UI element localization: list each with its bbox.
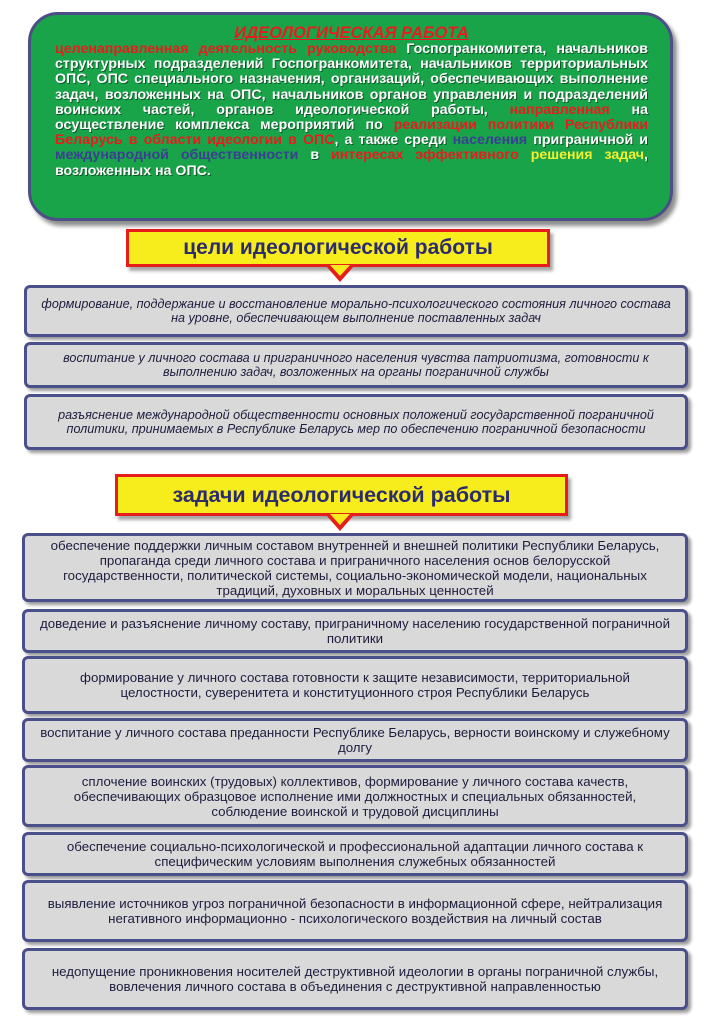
task-text: обеспечение социально-психологической и профессиональной адаптации личного состава к специфическим условиям выполнения служебных обязанностей	[66, 839, 644, 869]
definition-part: в	[298, 147, 331, 164]
task-item	[22, 880, 688, 942]
goal-item	[24, 394, 688, 450]
task-text: обеспечение поддержки личным составом внутренней и внешней политики Республики Беларусь, пропаганда среди личного состава и приграничного населения основ белорусской государственности, политической системы, социально-экономической модели, национальных традиций, духовных и моральных ценностей	[50, 537, 660, 598]
definition-part: на осуществление комплекса мероприятий по	[55, 101, 648, 134]
definition-part: международной общественности	[55, 147, 299, 164]
task-text: формирование у личного состава готовности к защите независимости, территориальной целостности, суверенитета и конституционного строя Республики Беларусь	[80, 670, 630, 700]
definition-box	[28, 12, 673, 221]
tasks-arrow-fill	[330, 514, 350, 525]
goals-arrow-fill	[330, 265, 350, 276]
definition-part: интересах эффективного	[331, 147, 531, 164]
task-text: сплочение воинских (трудовых) коллективов, формирование у личного состава качеств, обеспечивающих образцовое исполнение ими должностных и специальных обязанностей, соблюдение воинской и трудовой дисциплины	[73, 773, 637, 819]
definition-part: , а также среди	[334, 132, 453, 149]
definition-text	[55, 42, 648, 179]
definition-part: направленная	[509, 101, 610, 118]
definition-part: , возложенных на ОПС.	[55, 147, 648, 179]
task-text: недопущение проникновения носителей деструктивной идеологии в органы пограничной службы, вовлечения личного состава в объединения с деструктивной направленностью	[51, 964, 659, 994]
goal-item	[24, 342, 688, 388]
task-item	[22, 609, 688, 653]
task-item	[22, 533, 688, 602]
goals-banner	[126, 229, 550, 267]
task-item	[22, 948, 688, 1010]
goal-text: воспитание у личного состава и приграничного населения чувства патриотизма, готовности к выполнению задач, возложенных на органы пограничной службы	[63, 351, 649, 379]
task-text: выявление источников угроз пограничной безопасности в информационной сфере, нейтрализация негативного информационно - психологического воздействия на личный состав	[47, 896, 663, 926]
tasks-banner-title: задачи идеологической работы	[172, 483, 511, 507]
goals-banner-title: цели идеологической работы	[183, 236, 493, 259]
task-text: воспитание у личного состава преданности Республике Беларусь, верности воинскому и служебному долгу	[40, 725, 670, 755]
definition-part: реализации политики Республики Беларусь в области идеологии в ОПС	[55, 117, 648, 149]
tasks-banner	[115, 474, 568, 516]
definition-title: ИДЕОЛОГИЧЕСКАЯ РАБОТА	[234, 24, 469, 42]
definition-part: целенаправленная деятельность руководства	[55, 41, 407, 57]
task-item	[22, 765, 688, 827]
task-item	[22, 718, 688, 762]
goal-text: разъяснение международной общественности основных положений государственной пограничной политики, принимаемых в Республике Беларусь мер по обеспечению пограничной безопасности	[58, 408, 654, 436]
goal-item	[24, 285, 688, 337]
definition-part: Госпогранкомитета, начальников структурных подразделений Госпогранкомитета, начальников территориальных ОПС, ОПС специального назначения, организаций, обеспечивающих выполнение задач, возложенных на ОПС, начальников органов управления и подразделений воинских частей, органов идеологической работы,	[55, 41, 648, 118]
task-text: доведение и разъяснение личному составу, приграничному населению государственной пограничной политики	[39, 616, 671, 646]
task-item	[22, 656, 688, 714]
task-item	[22, 832, 688, 876]
goal-text: формирование, поддержание и восстановление морально-психологического состояния личного состава на уровне, обеспечивающем выполнение поставленных задач	[41, 297, 671, 325]
definition-part: приграничной и	[527, 132, 648, 149]
definition-part: решения задач	[530, 147, 645, 164]
definition-part: населения	[452, 132, 528, 149]
